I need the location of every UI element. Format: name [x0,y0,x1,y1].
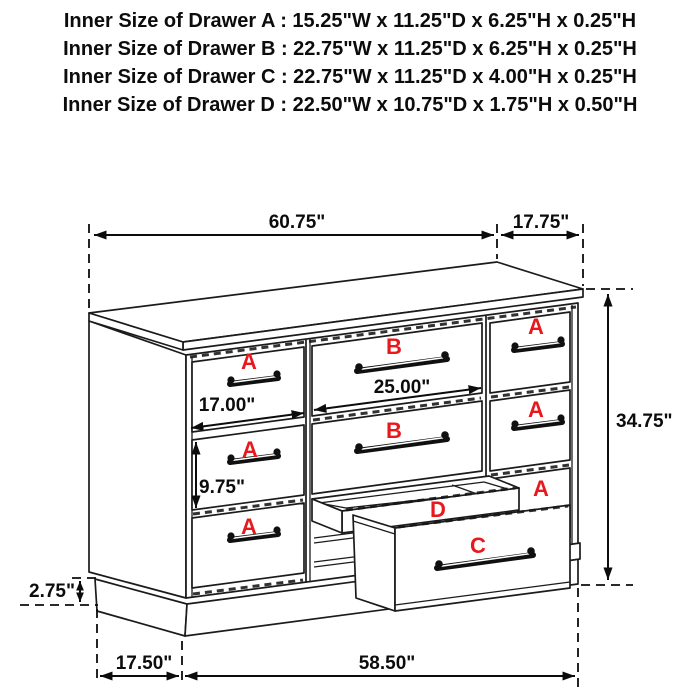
side-panel-left [89,321,186,598]
dim-height: 34.75" [616,411,673,432]
label-drawer-a2: A [242,437,258,462]
spec-line-drawer-c: Inner Size of Drawer C : 22.75"W x 11.25"D x 4.00"H x 0.25"H [63,66,637,88]
label-drawer-c: C [470,533,486,558]
dim-drawer-b-width: 25.00" [373,377,431,398]
label-drawer-b1: B [386,334,402,359]
label-drawer-b2: B [386,418,402,443]
label-drawer-a4: A [528,314,544,339]
dim-top-width: 60.75" [268,212,326,233]
label-drawer-d: D [430,497,446,522]
spec-line-drawer-d: Inner Size of Drawer D : 22.50"W x 10.75"D x 1.75"H x 0.50"H [62,94,638,116]
label-drawer-a1: A [241,349,257,374]
dim-base-width: 58.50" [358,653,416,674]
label-drawer-a5: A [528,397,544,422]
label-drawer-a6: A [533,476,549,501]
dim-top-depth: 17.75" [512,212,570,233]
spec-line-drawer-a: Inner Size of Drawer A : 15.25"W x 11.25"D x 6.25"H x 0.25"H [63,10,637,32]
dim-drawer-a-height: 9.75" [199,477,245,498]
header-spec-text [63,10,638,116]
dim-base-depth: 17.50" [115,653,173,674]
drawer-c-side [353,515,395,611]
spec-line-drawer-b: Inner Size of Drawer B : 22.75"W x 11.25"D x 6.25"H x 0.25"H [63,38,637,60]
dim-base-height: 2.75" [29,581,75,602]
dim-drawer-a-width: 17.00" [198,395,256,416]
label-drawer-a3: A [241,514,257,539]
